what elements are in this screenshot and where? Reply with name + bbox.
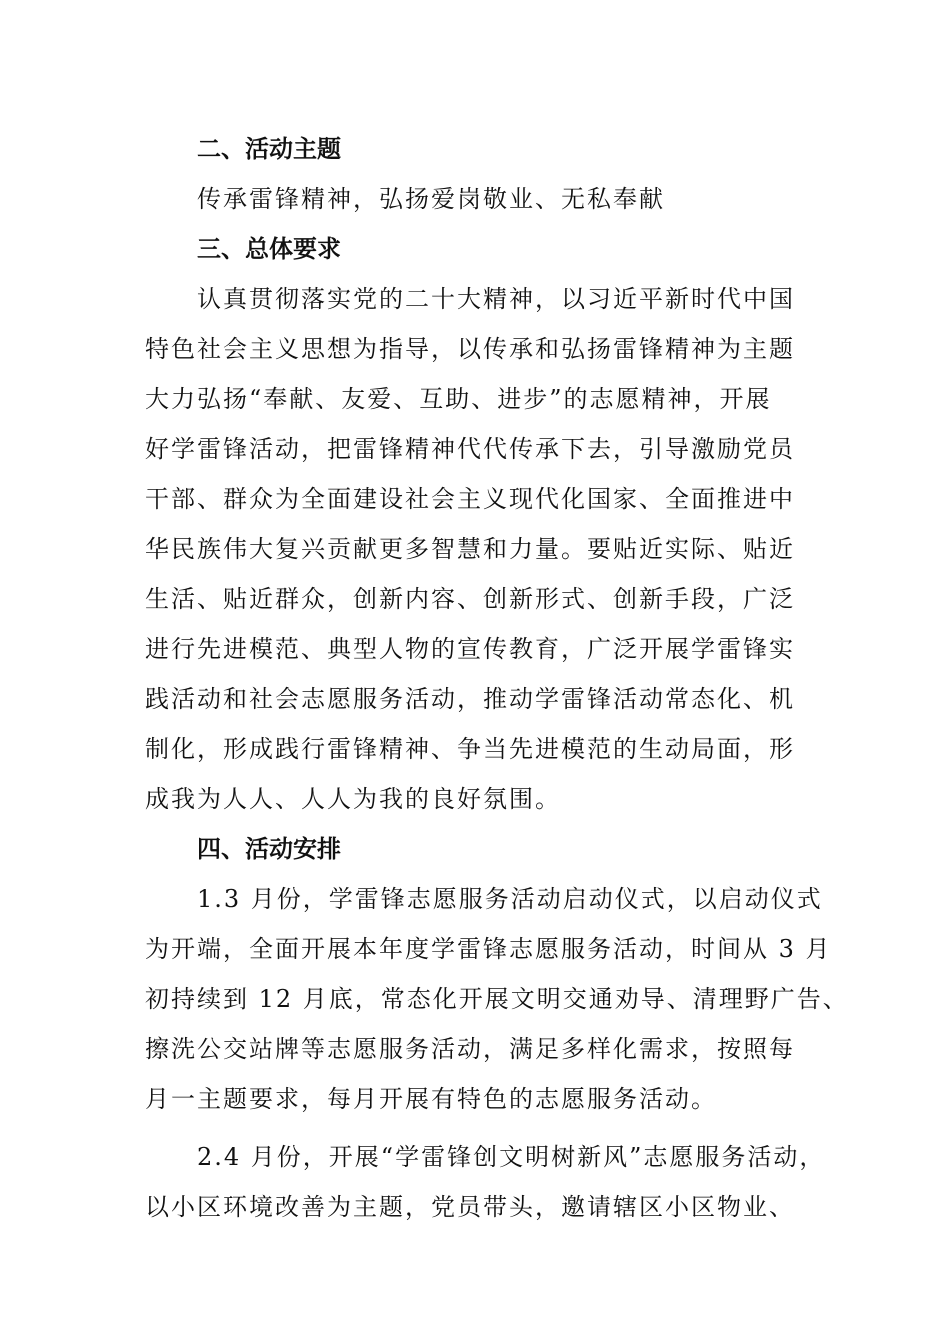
paragraph-line: 传承雷锋精神，弘扬爱岗敬业、无私奉献 (197, 185, 665, 213)
paragraph-line: 为开端，全面开展本年度学雷锋志愿服务活动，时间从 3 月 (145, 935, 832, 963)
paragraph-line: 生活、贴近群众，创新内容、创新形式、创新手段，广泛 (145, 585, 795, 613)
section-heading-activity-theme: 二、活动主题 (197, 135, 341, 163)
paragraph-schedule-item-1 (145, 874, 849, 1124)
paragraph-line: 践活动和社会志愿服务活动，推动学雷锋活动常态化、机 (145, 685, 795, 713)
paragraph-line: 进行先进模范、典型人物的宣传教育，广泛开展学雷锋实 (145, 635, 795, 663)
section-heading-general-requirements: 三、总体要求 (197, 235, 341, 263)
paragraph-line: 华民族伟大复兴贡献更多智慧和力量。要贴近实际、贴近 (145, 535, 795, 563)
paragraph-line: 擦洗公交站牌等志愿服务活动，满足多样化需求，按照每 (145, 1035, 795, 1063)
paragraph-line: 1.3 月份，学雷锋志愿服务活动启动仪式，以启动仪式 (197, 885, 823, 913)
paragraph-activity-theme (145, 174, 805, 224)
paragraph-line: 大力弘扬“奉献、友爱、互助、进步”的志愿精神，开展 (145, 385, 772, 413)
paragraph-general-requirements (145, 274, 805, 824)
paragraph-line: 初持续到 12 月底，常态化开展文明交通劝导、清理野广告、 (145, 985, 849, 1013)
paragraph-line: 好学雷锋活动，把雷锋精神代代传承下去，引导激励党员 (145, 435, 795, 463)
paragraph-schedule-item-2 (145, 1132, 826, 1232)
paragraph-line: 干部、群众为全面建设社会主义现代化国家、全面推进中 (145, 485, 795, 513)
section-heading-activity-schedule: 四、活动安排 (197, 835, 341, 863)
paragraph-line: 特色社会主义思想为指导，以传承和弘扬雷锋精神为主题 (145, 335, 795, 363)
paragraph-line: 2.4 月份，开展“学雷锋创文明树新风”志愿服务活动， (197, 1143, 826, 1171)
document-body (145, 124, 849, 1232)
paragraph-spacer (145, 1124, 805, 1132)
paragraph-line: 认真贯彻落实党的二十大精神，以习近平新时代中国 (197, 285, 795, 313)
paragraph-line: 以小区环境改善为主题，党员带头，邀请辖区小区物业、 (145, 1193, 795, 1221)
paragraph-line: 制化，形成践行雷锋精神、争当先进模范的生动局面，形 (145, 735, 795, 763)
paragraph-line: 月一主题要求，每月开展有特色的志愿服务活动。 (145, 1085, 717, 1113)
paragraph-line: 成我为人人、人人为我的良好氛围。 (145, 785, 561, 813)
